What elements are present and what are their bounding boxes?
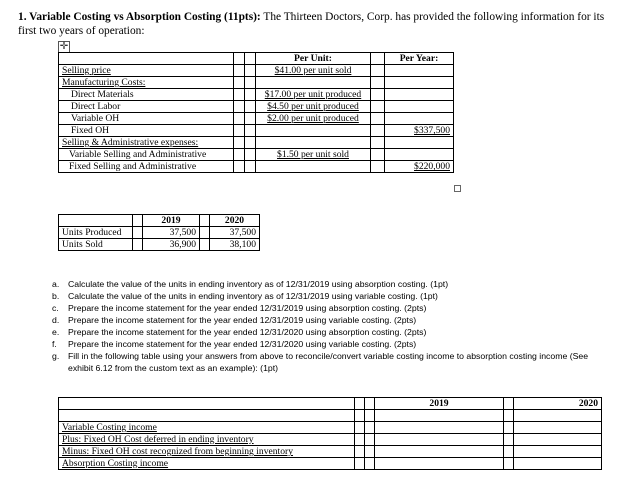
item-text: Calculate the value of the units in ending inventory as of 12/31/2019 using variable costing. (1pt) xyxy=(68,291,438,301)
table-header-row xyxy=(59,398,602,410)
table-row xyxy=(59,101,454,113)
list-item xyxy=(52,326,612,338)
row-label: Variable Selling and Administrative xyxy=(59,149,234,161)
per-year-value xyxy=(385,89,454,101)
row-label: Selling & Administrative expenses: xyxy=(59,137,234,149)
item-text: Prepare the income statement for the year ended 12/31/2020 using absorption costing. (2pts) xyxy=(68,327,427,337)
per-unit-value: $1.50 per unit sold xyxy=(256,149,371,161)
row-label: Units Sold xyxy=(59,239,133,251)
table-row xyxy=(59,227,260,239)
per-year-value xyxy=(385,113,454,125)
table-row xyxy=(59,422,602,434)
per-year-value xyxy=(385,77,454,89)
row-label: Absorption Costing income xyxy=(59,458,355,470)
cell-value: 37,500 xyxy=(143,227,200,239)
per-year-value xyxy=(385,149,454,161)
per-year-header: Per Year: xyxy=(385,53,454,65)
year-header: 2019 xyxy=(143,215,200,227)
table-header-row xyxy=(59,53,454,65)
item-text: Prepare the income statement for the year ended 12/31/2019 using variable costing. (2pts) xyxy=(68,315,417,325)
item-letter: a. xyxy=(52,279,60,289)
cell-value: 37,500 xyxy=(210,227,260,239)
problem-title-text: The Thirteen Doctors, Corp. has provided the following information for its first two years of operation: xyxy=(18,11,605,37)
table-row xyxy=(59,113,454,125)
table-row xyxy=(59,410,602,422)
per-year-value xyxy=(385,137,454,149)
question-list xyxy=(52,278,612,374)
per-year-value: $337,500 xyxy=(385,125,454,137)
table-row xyxy=(59,434,602,446)
row-label: Direct Labor xyxy=(59,101,234,113)
row-label: Plus: Fixed OH Cost deferred in ending inventory xyxy=(59,434,355,446)
cost-data-table xyxy=(58,52,454,173)
per-year-value: $220,000 xyxy=(385,161,454,173)
item-text: Prepare the income statement for the year ended 12/31/2019 using absorption costing. (2pts) xyxy=(68,303,427,313)
row-label: Fixed Selling and Administrative xyxy=(59,161,234,173)
row-label: Manufacturing Costs: xyxy=(59,77,234,89)
per-unit-value: $2.00 per unit produced xyxy=(256,113,371,125)
list-item xyxy=(52,350,612,374)
item-text: Prepare the income statement for the year ended 12/31/2020 using variable costing. (2pts) xyxy=(68,339,417,349)
per-unit-header: Per Unit: xyxy=(256,53,371,65)
row-label: Selling price xyxy=(59,65,234,77)
table-row xyxy=(59,65,454,77)
per-year-value xyxy=(385,65,454,77)
per-unit-value: $41.00 per unit sold xyxy=(256,65,371,77)
table-row xyxy=(59,89,454,101)
item-letter: c. xyxy=(52,303,59,313)
year-header: 2020 xyxy=(514,398,602,410)
per-unit-value xyxy=(256,161,371,173)
table-row xyxy=(59,149,454,161)
row-label: Minus: Fixed OH cost recognized from beginning inventory xyxy=(59,446,355,458)
list-item xyxy=(52,314,612,326)
problem-title xyxy=(18,10,613,38)
item-letter: e. xyxy=(52,327,60,337)
table-row xyxy=(59,458,602,470)
list-item xyxy=(52,278,612,290)
row-label: Fixed OH xyxy=(59,125,234,137)
item-letter: d. xyxy=(52,315,60,325)
list-item xyxy=(52,290,612,302)
row-label: Units Produced xyxy=(59,227,133,239)
per-unit-value xyxy=(256,125,371,137)
per-unit-value xyxy=(256,137,371,149)
per-unit-value: $4.50 per unit produced xyxy=(256,101,371,113)
per-year-value xyxy=(385,101,454,113)
table-row xyxy=(59,161,454,173)
item-text: Fill in the following table using your answers from above to reconcile/convert variable costing income to absorption costing income (See exhibit 6.12 from the custom text as an example): (1pt) xyxy=(68,351,589,373)
item-text: Calculate the value of the units in ending inventory as of 12/31/2019 using absorption costing. (1pt) xyxy=(68,279,449,289)
list-item xyxy=(52,302,612,314)
units-table xyxy=(58,214,260,251)
item-letter: g. xyxy=(52,351,60,361)
list-item xyxy=(52,338,612,350)
item-letter: f. xyxy=(52,339,57,349)
table-row xyxy=(59,446,602,458)
table-header-row xyxy=(59,215,260,227)
problem-title-bold: 1. Variable Costing vs Absorption Costing (11pts): xyxy=(18,11,261,23)
per-unit-value xyxy=(256,77,371,89)
per-unit-value: $17.00 per unit produced xyxy=(256,89,371,101)
move-cross-icon[interactable]: ✛ xyxy=(59,41,69,52)
reconciliation-table xyxy=(58,397,602,470)
row-label: Direct Materials xyxy=(59,89,234,101)
year-header: 2020 xyxy=(210,215,260,227)
year-header: 2019 xyxy=(375,398,504,410)
row-label: Variable Costing income xyxy=(59,422,355,434)
item-letter: b. xyxy=(52,291,60,301)
cell-value: 38,100 xyxy=(210,239,260,251)
row-label: Variable OH xyxy=(59,113,234,125)
table-row xyxy=(59,125,454,137)
table-row xyxy=(59,239,260,251)
table-resize-handle[interactable] xyxy=(454,185,461,192)
cell-value: 36,900 xyxy=(143,239,200,251)
table-row xyxy=(59,137,454,149)
table-row xyxy=(59,77,454,89)
